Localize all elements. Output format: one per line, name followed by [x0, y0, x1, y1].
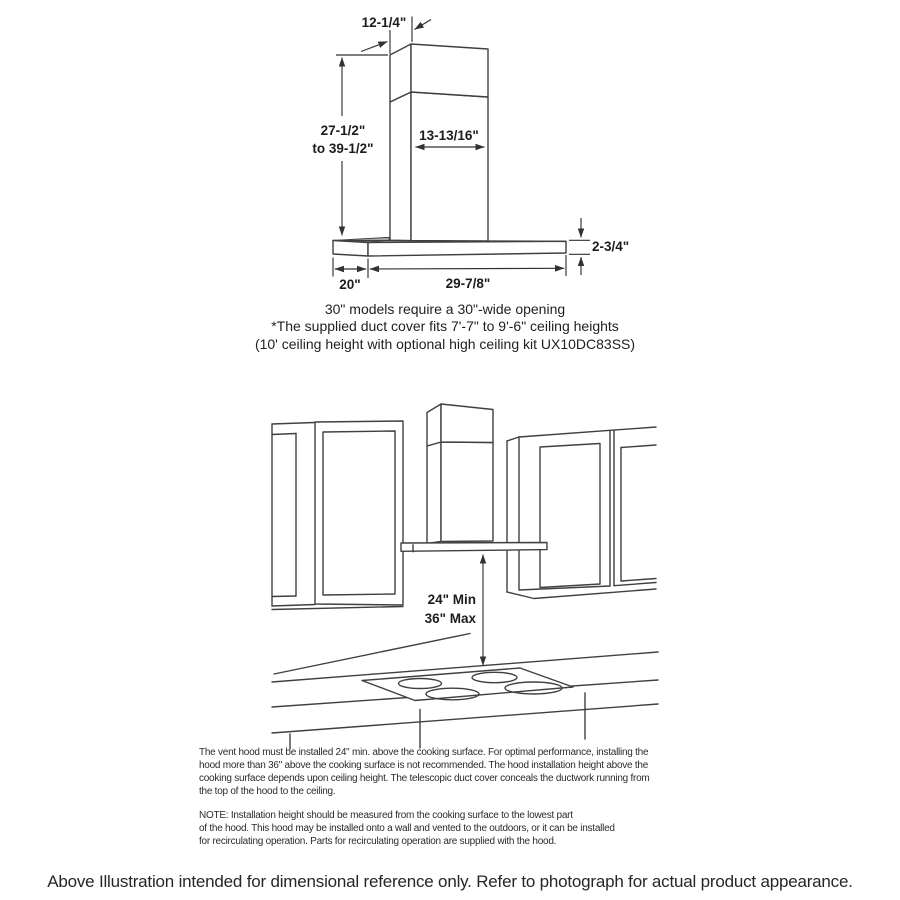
- duct-cover-upper-front-face: [441, 404, 493, 443]
- canopy-left-face: [333, 241, 368, 257]
- dim-clearance: [425, 555, 483, 666]
- install-line-2: hood more than 36" above the cooking surface is not recommended. The hood installation height above the: [199, 759, 649, 771]
- caption-line-3: (10' ceiling height with optional high ceiling kit UX10DC83SS): [254, 335, 636, 352]
- clearance-min-label: 24" Min: [427, 592, 476, 607]
- height-range-label-2: to 39-1/2": [312, 141, 374, 156]
- duct-cover-upper-left-face: [427, 404, 441, 446]
- top-diagram-caption: [0, 301, 890, 353]
- canopy-width-label: 29-7/8": [445, 276, 491, 291]
- clearance-max-label: 36" Max: [424, 611, 476, 626]
- note-line-3: for recirculating operation. Parts for recirculating operation are supplied with the hood.: [199, 835, 557, 847]
- wall-line: [274, 634, 470, 675]
- dim-height-range: [312, 55, 388, 236]
- chimney-lower-left-face: [427, 442, 441, 544]
- right-cabinet: [507, 427, 656, 599]
- duct-cover-left-face: [390, 44, 411, 102]
- duct-cover-front-face: [411, 44, 488, 97]
- dim-canopy-height: [569, 218, 629, 275]
- chimney-front-face: [411, 92, 488, 241]
- install-line-1: The vent hood must be installed 24" min. above the cooking surface. For optimal performance, installing the: [199, 747, 649, 758]
- duct-width-label: 13-13/16": [419, 128, 479, 143]
- install-line-4: the top of the hood to the ceiling.: [199, 785, 336, 797]
- note-line-1: NOTE: Installation height should be measured from the cooking surface to the lowest part: [199, 810, 573, 821]
- counter-and-cooktop: [272, 634, 658, 750]
- canopy-height-label: 2-3/4": [592, 239, 630, 254]
- hood-dimension-illustration: [312, 15, 629, 292]
- note-paragraph: [199, 810, 615, 849]
- dim-canopy-depth-width: [333, 255, 566, 292]
- installation-paragraph: [199, 747, 650, 799]
- height-range-label-1: 27-1/2": [320, 123, 366, 138]
- canopy-depth-label: 20": [339, 277, 361, 292]
- canopy-front-face: [368, 241, 566, 256]
- left-cabinet: [272, 421, 403, 610]
- caption-line-2: *The supplied duct cover fits 7'-7" to 9'-6" ceiling heights: [271, 318, 619, 335]
- duct-depth-label: 12-1/4": [361, 15, 407, 30]
- chimney-lower-front-face: [441, 442, 493, 542]
- hood-canopy: [401, 543, 547, 552]
- disclaimer-text: Above Illustration intended for dimensional reference only. Refer to photograph for actual product appearance.: [47, 872, 853, 891]
- chimney-left-face: [390, 92, 411, 241]
- install-line-3: cooking surface depends upon ceiling height. The telescopic duct cover conceals the ductwork running from: [199, 772, 650, 784]
- installation-illustration: [272, 404, 658, 749]
- counter-front-bottom-edge: [272, 704, 658, 733]
- hood-chimney: [427, 404, 493, 544]
- caption-line-1: 30" models require a 30"-wide opening: [324, 301, 566, 317]
- note-line-2: of the hood. This hood may be installed onto a wall and vented to the outdoors, or it can be installed: [199, 822, 615, 834]
